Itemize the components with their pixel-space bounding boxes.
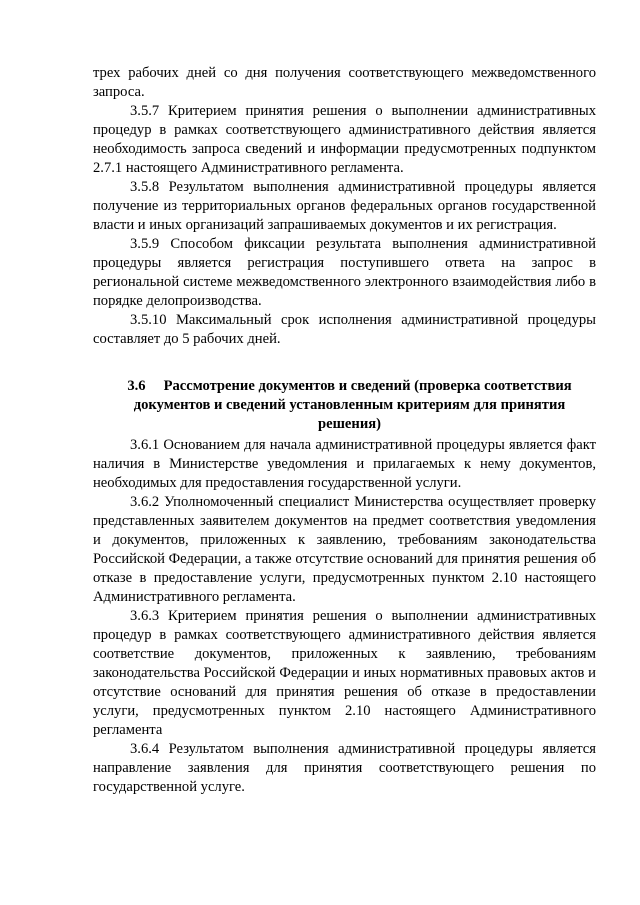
section-heading	[93, 377, 596, 434]
paragraph-3-6-4: 3.6.4 Результатом выполнения административной процедуры является направление заявления для принятия соответствующего решения по государственной услуге.	[93, 741, 596, 795]
paragraph-3-6-1: 3.6.1 Основанием для начала административной процедуры является факт наличия в Министерстве уведомления и прилагаемых к нему документов, необходимых для предоставления государственной услуги.	[93, 437, 596, 491]
paragraph-3-5-8: 3.5.8 Результатом выполнения административной процедуры является получение из территориальных органов федеральных органов государственной власти и иных организаций запрашиваемых документов и их регистрация.	[93, 179, 596, 233]
section-title: Рассмотрение документов и сведений (проверка соответствия документов и сведений установленным критериям для принятия решения)	[133, 378, 572, 432]
section-number: 3.6	[127, 378, 146, 394]
paragraph-3-6-2: 3.6.2 Уполномоченный специалист Министерства осуществляет проверку представленных заявителем документов на предмет соответствия уведомления и документов, приложенных к заявлению, требованиям законодательства Российской Федерации, а также отсутствие оснований для принятия решения об отказе в предоставление услуги, предусмотренных пунктом 2.10 настоящего Административного регламента.	[93, 494, 596, 605]
document-page	[93, 64, 596, 797]
paragraph-3-6-3: 3.6.3 Критерием принятия решения о выполнении административных процедур в рамках соответствующего административного действия является соответствие документов, приложенных к заявлению, требованиям законодательства Российской Федерации и иных нормативных правовых актов и отсутствие оснований для принятия решения об отказе в предоставлении услуги, предусмотренных пунктом 2.10 настоящего Административного регламента	[93, 608, 596, 738]
paragraph-3-5-9: 3.5.9 Способом фиксации результата выполнения административной процедуры является регистрация поступившего ответа на запрос в региональной системе межведомственного электронного взаимодействия либо в порядке делопроизводства.	[93, 236, 596, 309]
paragraph-continuation: трех рабочих дней со дня получения соответствующего межведомственного запроса.	[93, 65, 596, 100]
paragraph-3-5-10: 3.5.10 Максимальный срок исполнения административной процедуры составляет до 5 рабочих дней.	[93, 312, 596, 347]
paragraph-3-5-7: 3.5.7 Критерием принятия решения о выполнении административных процедур в рамках соответствующего административного действия является необходимость запроса сведений и информации предусмотренных подпунктом 2.7.1 настоящего Административного регламента.	[93, 103, 596, 176]
